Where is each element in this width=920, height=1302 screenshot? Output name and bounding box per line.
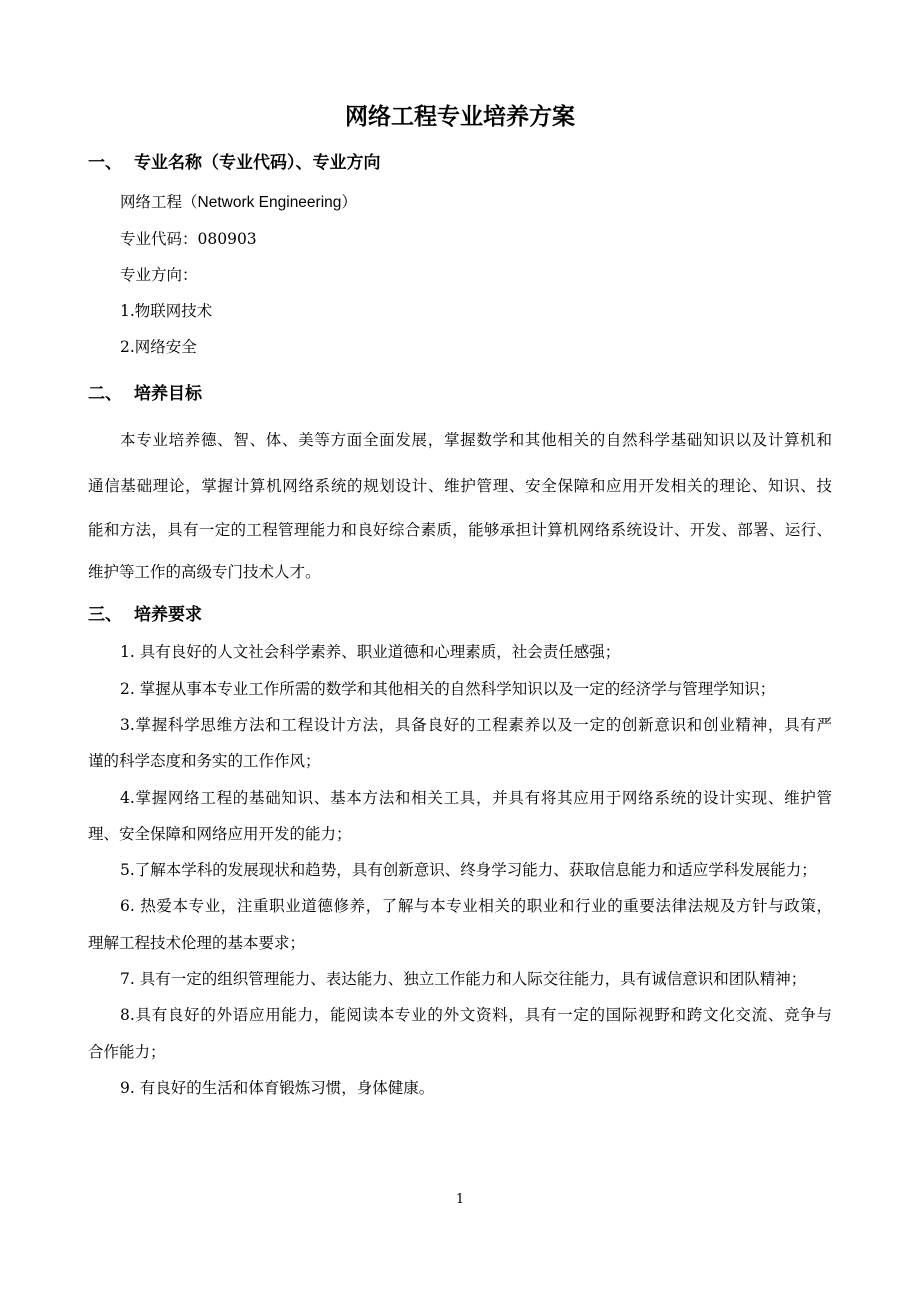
- major-name-en: Network Engineering: [197, 194, 342, 211]
- requirement-line: 9. 有良好的生活和体育锻炼习惯，身体健康。: [120, 1079, 435, 1097]
- section-title: 培养目标: [134, 384, 202, 404]
- direction-label: 专业方向：: [120, 266, 198, 284]
- requirement-line: 3.掌握科学思维方法和工程设计方法，具备良好的工程素养以及一定的创新意识和创业精神，具有严: [120, 716, 832, 734]
- section-heading-2: [88, 379, 202, 404]
- requirement-line: 7. 具有一定的组织管理能力、表达能力、独立工作能力和人际交往能力，具有诚信意识和团队精神；: [120, 970, 807, 988]
- requirement-line: 理、安全保障和网络应用开发的能力；: [88, 825, 352, 843]
- requirement-line: 理解工程技术伦理的基本要求；: [88, 934, 306, 952]
- document-title: 网络工程专业培养方案: [345, 104, 575, 130]
- requirement-line: 4.掌握网络工程的基础知识、基本方法和相关工具，并具有将其应用于网络系统的设计实现、维护管: [120, 789, 832, 807]
- requirement-line: 8.具有良好的外语应用能力，能阅读本专业的外文资料，具有一定的国际视野和跨文化交流、竞争与: [120, 1006, 832, 1024]
- requirement-line: 谨的科学态度和务实的工作作风；: [88, 752, 321, 770]
- section-number: 三、: [88, 605, 122, 625]
- major-code: 专业代码：080903: [120, 230, 257, 248]
- paragraph-line: 维护等工作的高级专门技术人才。: [88, 563, 321, 581]
- paragraph-line: 能和方法，具有一定的工程管理能力和良好综合素质，能够承担计算机网络系统设计、开发、部署、运行、: [88, 521, 832, 539]
- paragraph-line: 本专业培养德、智、体、美等方面全面发展，掌握数学和其他相关的自然科学基础知识以及计算机和: [120, 431, 832, 449]
- paren-close: ）: [341, 193, 357, 211]
- section-title: 专业名称（专业代码）、专业方向: [134, 153, 381, 173]
- direction-item: 2.网络安全: [120, 338, 197, 356]
- page-number: 1: [455, 1192, 465, 1207]
- paragraph-line: 通信基础理论，掌握计算机网络系统的规划设计、维护管理、安全保障和应用开发相关的理论、知识、技: [88, 477, 832, 495]
- direction-item: 1.物联网技术: [120, 302, 213, 320]
- requirement-line: 6. 热爱本专业，注重职业道德修养，了解与本专业相关的职业和行业的重要法律法规及方针与政策，: [120, 897, 832, 915]
- section-number: 一、: [88, 153, 122, 173]
- requirement-line: 合作能力；: [88, 1043, 166, 1061]
- requirement-line: 1. 具有良好的人文社会科学素养、职业道德和心理素质，社会责任感强；: [120, 643, 621, 661]
- section-number: 二、: [88, 384, 122, 404]
- section-heading-1: [88, 148, 381, 173]
- section-heading-3: [88, 600, 202, 625]
- section-title: 培养要求: [134, 605, 202, 625]
- requirement-line: 5.了解本学科的发展现状和趋势，具有创新意识、终身学习能力、获取信息能力和适应学科发展能力；: [120, 861, 817, 879]
- major-name-cn: 网络工程（: [120, 193, 198, 211]
- requirement-line: 2. 掌握从事本专业工作所需的数学和其他相关的自然科学知识以及一定的经济学与管理学知识；: [120, 680, 776, 698]
- major-name: [120, 192, 832, 213]
